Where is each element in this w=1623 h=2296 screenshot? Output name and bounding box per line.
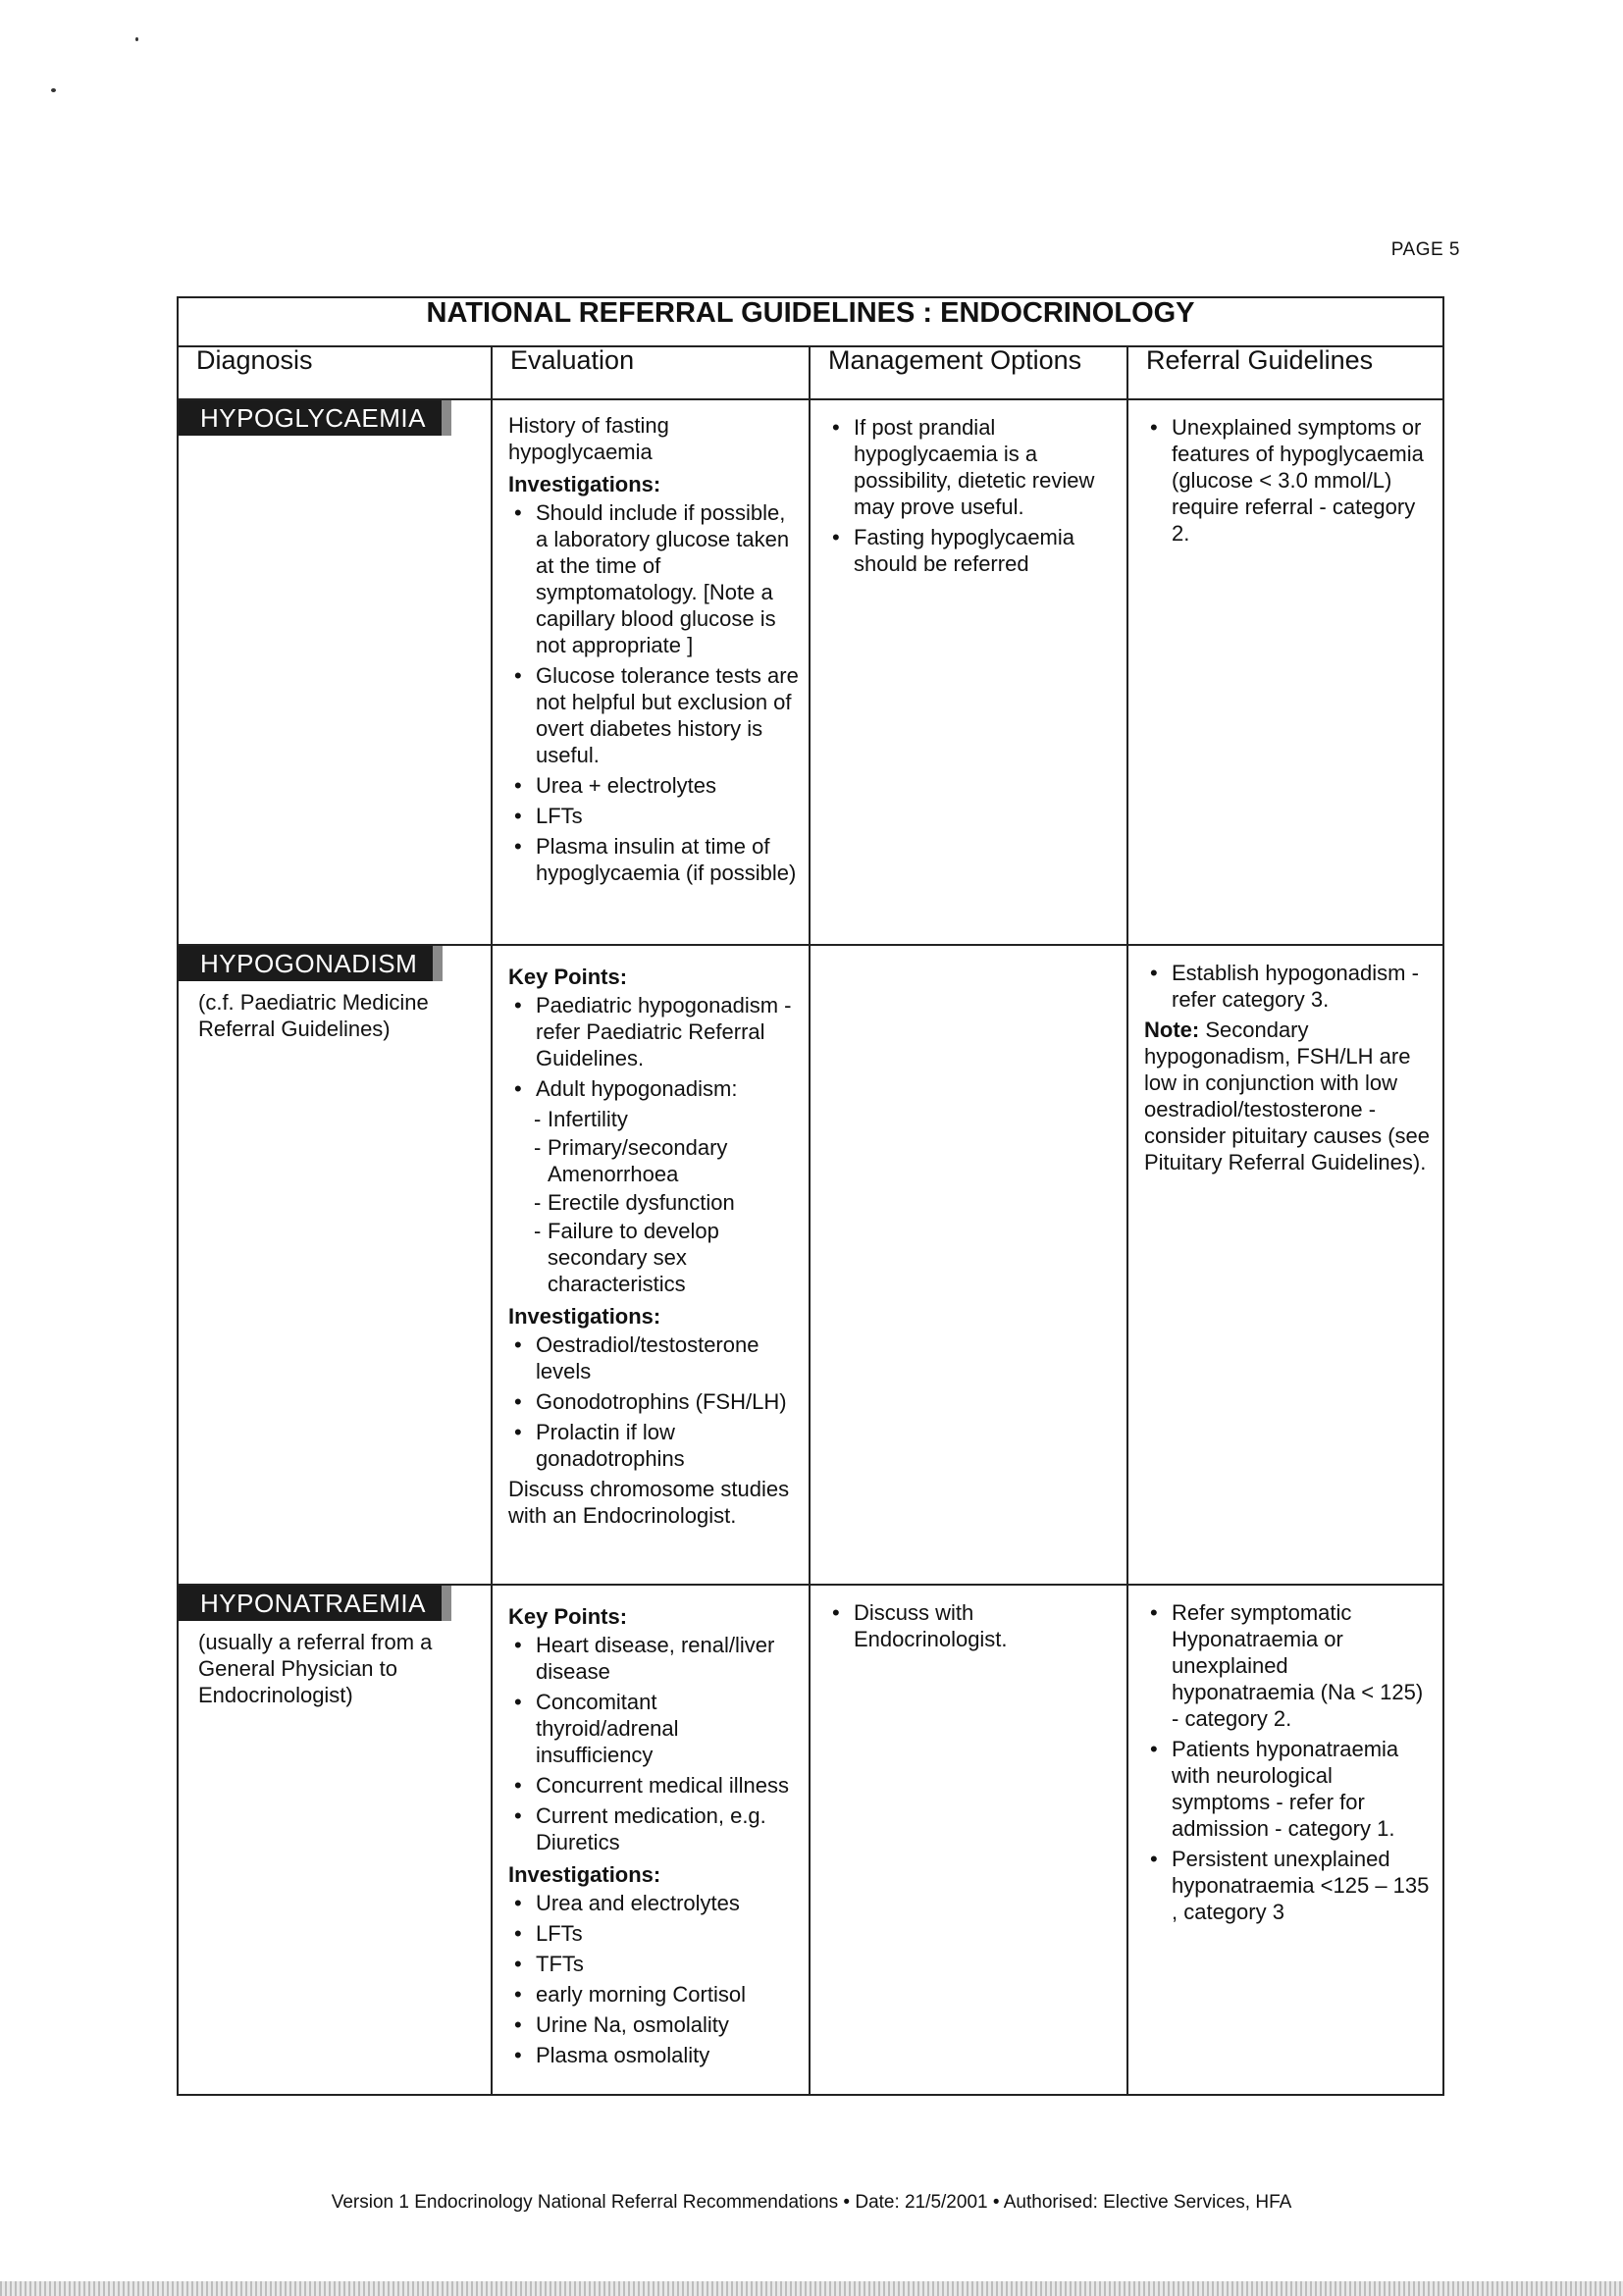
management-list	[826, 1599, 1117, 1652]
referral-guidelines-table	[177, 296, 1444, 2096]
list-item: • Oestradiol/testosterone levels	[508, 1331, 799, 1384]
list-item: • Plasma osmolality	[508, 2042, 799, 2068]
list-item: • Urea and electrolytes	[508, 1890, 799, 1916]
list-item: • Urine Na, osmolality	[508, 2011, 799, 2038]
management-cell	[810, 1585, 1127, 2095]
note-label: Note:	[1144, 1018, 1200, 1042]
scan-speck	[51, 88, 56, 92]
list-item: • Concomitant thyroid/adrenal insufficiency	[508, 1689, 799, 1768]
list-item: • Persistent unexplained hyponatraemia <125 – 135 , category 3	[1144, 1846, 1433, 1925]
referral-note	[1144, 1017, 1433, 1175]
management-cell	[810, 945, 1127, 1585]
evaluation-cell	[492, 945, 810, 1585]
evaluation-cell	[492, 1585, 810, 2095]
table-row	[178, 1585, 1443, 2095]
referral-cell	[1127, 399, 1443, 945]
list-item: • Paediatric hypogonadism - refer Paediatric Referral Guidelines.	[508, 992, 799, 1071]
referral-list	[1144, 960, 1433, 1013]
diagnosis-note: (c.f. Paediatric Medicine Referral Guidelines)	[198, 990, 429, 1041]
key-points-heading: Key Points:	[508, 1604, 628, 1629]
table-row	[178, 945, 1443, 1585]
column-header-management: Management Options	[810, 346, 1127, 399]
key-points-heading: Key Points:	[508, 965, 628, 989]
management-cell	[810, 399, 1127, 945]
column-header-evaluation: Evaluation	[492, 346, 810, 399]
investigations-heading: Investigations:	[508, 1304, 661, 1329]
referral-cell	[1127, 1585, 1443, 2095]
list-item: • LFTs	[508, 803, 799, 829]
list-item: • LFTs	[508, 1920, 799, 1947]
diagnosis-banner: HYPONATRAEMIA	[179, 1586, 442, 1621]
investigations-list	[508, 499, 799, 886]
diagnosis-note: (usually a referral from a General Physician to Endocrinologist)	[198, 1630, 433, 1707]
sub-list-item: - Infertility	[508, 1106, 799, 1132]
list-item: • Heart disease, renal/liver disease	[508, 1632, 799, 1685]
list-item: • Plasma insulin at time of hypoglycaemia (if possible)	[508, 833, 799, 886]
list-item: • Unexplained symptoms or features of hypoglycaemia (glucose < 3.0 mmol/L) require referral - category 2.	[1144, 414, 1433, 547]
evaluation-closing: Discuss chromosome studies with an Endocrinologist.	[508, 1477, 790, 1528]
list-item: • Urea + electrolytes	[508, 772, 799, 799]
referral-list	[1144, 414, 1433, 547]
investigations-list	[508, 1890, 799, 2068]
diagnosis-cell	[178, 399, 492, 945]
list-item: • Adult hypogonadism:	[508, 1075, 799, 1102]
table-title: NATIONAL REFERRAL GUIDELINES : ENDOCRINOLOGY	[178, 297, 1443, 346]
list-item: • Discuss with Endocrinologist.	[826, 1599, 1117, 1652]
table-row	[178, 399, 1443, 945]
sub-list-item: - Failure to develop secondary sex characteristics	[508, 1218, 799, 1297]
scan-speck	[135, 37, 138, 41]
sub-list-item: - Primary/secondary Amenorrhoea	[508, 1134, 799, 1187]
list-item: • Prolactin if low gonadotrophins	[508, 1419, 799, 1472]
management-list	[826, 414, 1117, 577]
investigations-heading: Investigations:	[508, 472, 661, 496]
column-header-diagnosis: Diagnosis	[178, 346, 492, 399]
note-text: Secondary hypogonadism, FSH/LH are low in conjunction with low oestradiol/testosterone - consider pituitary causes (see Pituitary Referral Guidelines).	[1144, 1018, 1431, 1174]
page-number: PAGE 5	[1390, 239, 1460, 260]
sub-list-item: - Erectile dysfunction	[508, 1189, 799, 1216]
referral-cell	[1127, 945, 1443, 1585]
list-item: • early morning Cortisol	[508, 1981, 799, 2008]
page-footer: Version 1 Endocrinology National Referral Recommendations • Date: 21/5/2001 • Authorised: Elective Services, HFA	[331, 2192, 1292, 2213]
column-header-referral: Referral Guidelines	[1127, 346, 1443, 399]
list-item: • Concurrent medical illness	[508, 1772, 799, 1799]
diagnosis-cell	[178, 1585, 492, 2095]
referral-list	[1144, 1599, 1433, 1925]
list-item: • Current medication, e.g. Diuretics	[508, 1802, 799, 1855]
list-item: • Gonodotrophins (FSH/LH)	[508, 1388, 799, 1415]
evaluation-intro: History of fasting hypoglycaemia	[508, 413, 669, 464]
list-item: • If post prandial hypoglycaemia is a possibility, dietetic review may prove useful.	[826, 414, 1117, 520]
list-item: • TFTs	[508, 1951, 799, 1977]
list-item: • Fasting hypoglycaemia should be referred	[826, 524, 1117, 577]
diagnosis-cell	[178, 945, 492, 1585]
list-item: • Patients hyponatraemia with neurological symptoms - refer for admission - category 1.	[1144, 1736, 1433, 1842]
list-item: • Establish hypogonadism - refer category 3.	[1144, 960, 1433, 1013]
scan-edge-strip	[0, 2281, 1623, 2296]
key-points-list	[508, 1632, 799, 1855]
investigations-list	[508, 1331, 799, 1472]
diagnosis-banner: HYPOGLYCAEMIA	[179, 400, 442, 436]
evaluation-cell	[492, 399, 810, 945]
list-item: • Glucose tolerance tests are not helpful but exclusion of overt diabetes history is useful.	[508, 662, 799, 768]
list-item: • Refer symptomatic Hyponatraemia or unexplained hyponatraemia (Na < 125) - category 2.	[1144, 1599, 1433, 1732]
investigations-heading: Investigations:	[508, 1862, 661, 1887]
key-points-list	[508, 992, 799, 1297]
list-item: • Should include if possible, a laboratory glucose taken at the time of symptomatology. [Note a capillary blood glucose is not appropriate ]	[508, 499, 799, 658]
diagnosis-banner: HYPOGONADISM	[179, 946, 433, 981]
